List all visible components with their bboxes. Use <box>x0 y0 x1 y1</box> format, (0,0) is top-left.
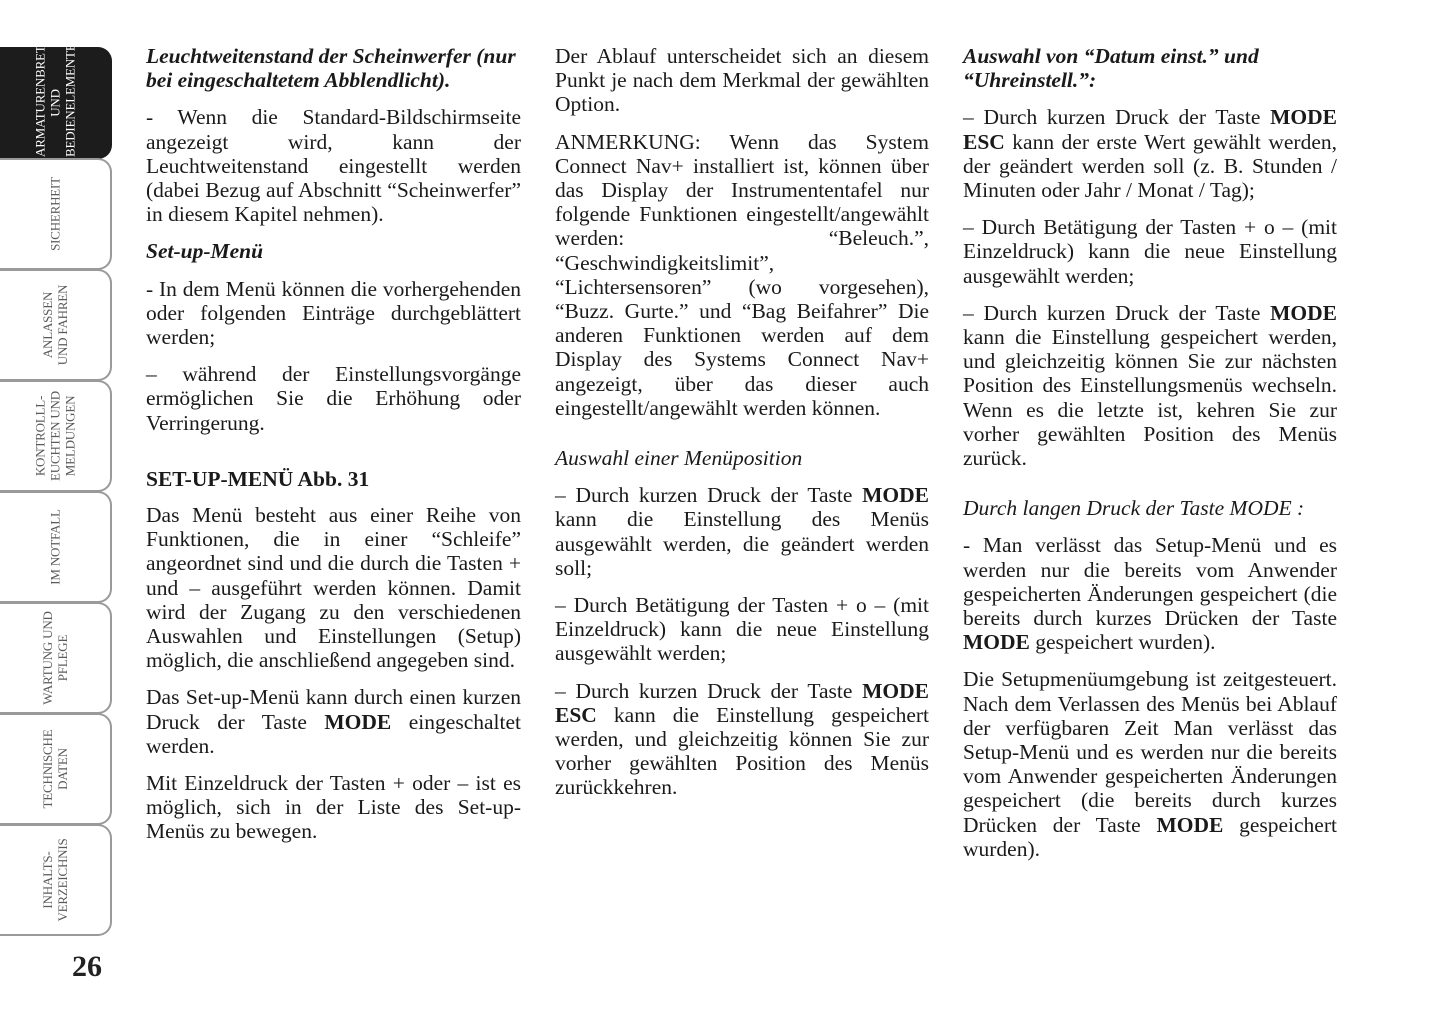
tab-armaturenbrett[interactable] <box>0 37 112 159</box>
heading-setup: Set-up-Menü <box>146 239 264 264</box>
heading-auswahl: Auswahl einer Menüposition <box>555 446 803 471</box>
section-title: SET-UP-MENÜ Abb. 31 <box>146 466 370 491</box>
tab-label: IM NOTFALL <box>47 509 63 585</box>
key-mode-esc: MODE ESC <box>555 678 929 727</box>
paragraph: – während der Einstellungsvorgänge ermöglichen Sie die Erhöhung oder Verringerung. <box>146 362 521 435</box>
paragraph: – Durch kurzen Druck der Taste MODE ESC kann der erste Wert gewählt werden, der geändert werden soll (z. B. Stunden / Minuten oder Jahr / Monat / Tag); <box>963 105 1337 203</box>
tab-label: KONTROLLL- EUCHTEN UND MELDUNGEN <box>32 391 78 481</box>
heading-datum: Auswahl von “Datum einst.” und “Uhreinstell.”: <box>963 44 1259 93</box>
heading-lang: Durch langen Druck der Taste MODE : <box>963 496 1305 521</box>
heading-leuchtweite: Leuchtweitenstand der Scheinwerfer (nur bei eingeschaltetem Abblendlicht). <box>146 44 516 93</box>
key-mode: MODE <box>862 483 929 508</box>
tab-anlassen[interactable] <box>0 269 112 381</box>
note-paragraph: ANMERKUNG: Wenn das System Connect Nav+ installiert ist, können über das Display der Instrumententafel nur folgende Funktionen eingestellt/angewählt werden: “Beleuch.”, “Geschwindigkeitslimit”, “Lichtersensoren” (wo vorgesehen), “Buzz. Gurte.” und “Bag Beifahrer” Die anderen Funktionen werden auf dem Display des Systems Connect Nav+ angezeigt, über das dieser auch eingestellt/angewählt werden können. <box>555 129 929 420</box>
paragraph: Der Ablauf unterscheidet sich an diesem Punkt je nach dem Merkmal der gewählten Option. <box>555 44 929 117</box>
paragraph: – Durch Betätigung der Tasten + o – (mit Einzeldruck) kann die neue Einstellung ausgewählt werden; <box>555 593 929 666</box>
key-mode: MODE <box>1270 300 1337 325</box>
paragraph: – Durch kurzen Druck der Taste MODE ESC kann die Einstellung gespeichert werden, und gleichzeitig können Sie zur vorher gewählten Position des Menüs zurückkehren. <box>555 678 929 800</box>
tab-label: ARMATURENBRETT UND BEDIENELEMENTE <box>32 37 78 157</box>
paragraph: Das Set-up-Menü kann durch einen kurzen Druck der Taste MODE eingeschaltet werden. <box>146 685 521 758</box>
key-mode: MODE <box>1156 812 1224 837</box>
paragraph: Das Menü besteht aus einer Reihe von Funktionen, die in einer “Schleife” angeordnet sind und die durch die Tasten + und – ausgeführt werden können. Damit wird der Zugang zu den verschiedenen Auswahlen und Einstellungen (Setup) möglich, die anschließend angegeben sind. <box>146 503 521 673</box>
tab-label: SICHERHEIT <box>47 177 63 251</box>
key-mode-esc: MODE ESC <box>963 105 1337 154</box>
tab-wartung[interactable] <box>0 602 112 714</box>
tab-sicherheit[interactable] <box>0 158 112 270</box>
tab-inhaltsverzeichnis[interactable] <box>0 824 112 936</box>
tab-label: WARTUNG UND PFLEGE <box>40 611 70 705</box>
tab-label: ANLASSEN UND FAHREN <box>40 284 70 366</box>
paragraph: - In dem Menü können die vorhergehenden oder folgenden Einträge durchgeblättert werden; <box>146 276 521 350</box>
paragraph: – Durch Betätigung der Tasten + o – (mit Einzeldruck) kann die neue Einstellung ausgewählt werden; <box>963 215 1337 288</box>
tab-label: TECHNISCHE DATEN <box>40 729 70 809</box>
key-mode: MODE <box>324 709 392 734</box>
paragraph: - Wenn die Standard-Bildschirmseite angezeigt wird, kann der Leuchtweitenstand eingestellt werden (dabei Bezug auf Abschnitt “Scheinwerfer” in diesem Kapitel nehmen). <box>146 105 521 227</box>
key-mode: MODE <box>963 630 1030 655</box>
tab-notfall[interactable] <box>0 491 112 603</box>
column-1 <box>146 44 521 857</box>
paragraph: Mit Einzeldruck der Tasten + oder – ist es möglich, sich in der Liste des Set-up-Menüs zu bewegen. <box>146 771 521 844</box>
column-3 <box>963 44 1337 874</box>
column-2 <box>555 44 929 813</box>
paragraph: – Durch kurzen Druck der Taste MODE kann die Einstellung des Menüs ausgewählt werden, die geändert werden soll; <box>555 483 929 580</box>
paragraph: – Durch kurzen Druck der Taste MODE kann die Einstellung gespeichert werden, und gleichzeitig können Sie zur nächsten Position des Einstellungsmenüs wechseln. Wenn es die letzte ist, kehren Sie zur vorher gewählten Position des Menüs zurück. <box>963 300 1337 471</box>
tab-technische-daten[interactable] <box>0 713 112 825</box>
tab-label: INHALTS- VERZEICHNIS <box>40 838 70 922</box>
chapter-tabs <box>0 37 112 935</box>
paragraph: - Man verlässt das Setup-Menü und es werden nur die bereits vom Anwender gespeicherten Änderungen gespeichert (die bereits durch kurzes Drücken der Taste MODE gespeichert wurden). <box>963 533 1337 655</box>
page-number: 26 <box>72 950 102 983</box>
tab-kontrollleuchten[interactable] <box>0 380 112 492</box>
paragraph: Die Setupmenüumgebung ist zeitgesteuert. Nach dem Verlassen des Menüs bei Ablauf der verfügbaren Zeit Man verlässt das Setup-Menü und es werden nur die bereits vom Anwender gespeicherten Änderungen gespeichert (die bereits durch kurzes Drücken der Taste MODE gespeichert wurden). <box>963 667 1337 861</box>
